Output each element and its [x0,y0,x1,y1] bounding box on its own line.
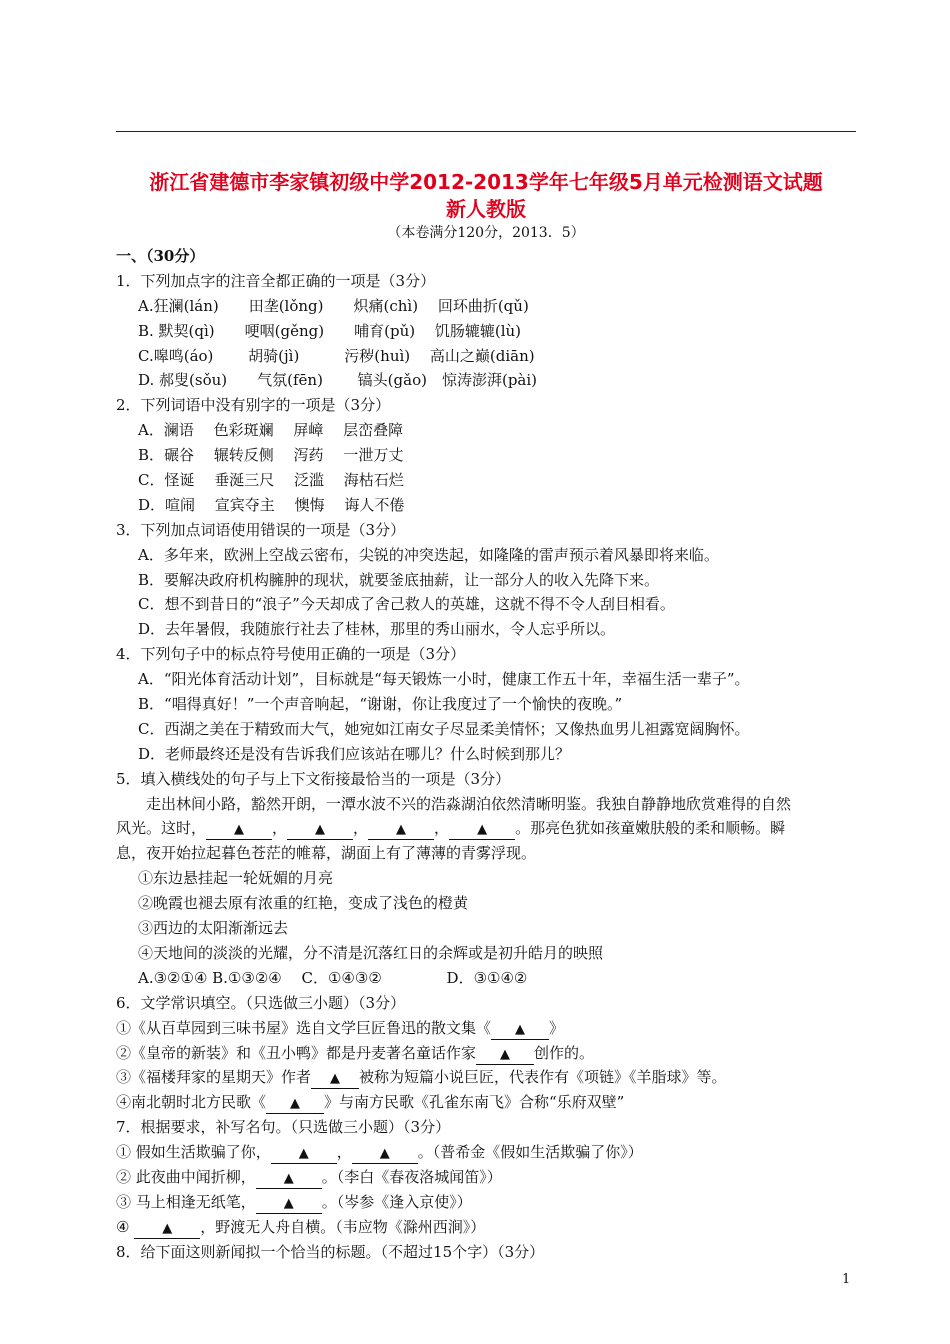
q6-item-4: ④南北朝时北方民歌《 ▲ 》与南方民歌《孔雀东南飞》合称“乐府双壁” [116,1090,856,1115]
q5-passage-line3: 息，夜开始拉起暮色苍茫的帷幕，湖面上有了薄薄的青雾浮现。 [116,844,537,863]
blank-triangle-icon: ▲ [298,1146,309,1162]
document-title-line2: 新人教版 [446,197,526,221]
question-6-stem: 6．文学常识填空。（只选做三小题）（3分） [116,993,406,1012]
blank-triangle-icon: ▲ [396,822,407,838]
q4-option-b: B．“唱得真好！”一个声音响起，“谢谢，你让我度过了一个愉快的夜晚。” [138,695,623,714]
q6-answer-blank-4[interactable] [266,1093,324,1114]
blank-triangle-icon: ▲ [234,822,245,838]
q1-option-c: C.嗥鸣(áo) 胡骑(jì) 污秽(huì) 高山之巅(diān) [138,346,535,365]
q6-answer-blank-3[interactable] [311,1068,359,1089]
question-8-stem: 8．给下面这则新闻拟一个恰当的标题。（不超过15个字）（3分） [116,1242,545,1261]
q4-option-c: C．西湖之美在于精致而大气，她宛如江南女子尽显柔美情怀；又像热血男儿袒露宽阔胸怀。 [138,719,750,738]
section-heading: 一、（30分） [116,247,205,265]
q7-answer-blank-4[interactable] [256,1193,322,1214]
blank-triangle-icon: ▲ [515,1021,526,1037]
blank-triangle-icon: ▲ [379,1146,390,1162]
q5-answer-blank-4[interactable] [449,819,515,840]
exam-content [116,244,856,1265]
question-5-stem: 5．填入横线处的句子与上下文衔接最恰当的一项是（3分） [116,769,511,788]
q5-item-2: ②晚霞也褪去原有浓重的红艳，变成了浅色的橙黄 [138,894,469,913]
q7-item-2: ② 此夜曲中闻折柳， ▲ 。（李白《春夜洛城闻笛》） [116,1165,856,1190]
question-3-stem: 3．下列加点词语使用错误的一项是（3分） [116,520,406,539]
q5-item-4: ④天地间的淡淡的光耀，分不清是沉落红日的余辉或是初升皓月的映照 [138,943,604,962]
q6-answer-blank-2[interactable] [476,1044,534,1065]
q2-option-c: C．怪诞 垂涎三尺 泛滥 海枯石烂 [138,471,404,490]
q7-item-1: ① 假如生活欺骗了你， ▲ ， ▲ 。（普希金《假如生活欺骗了你》） [116,1140,856,1165]
q5-passage-text-b: 。那亮色犹如孩童嫩肤般的柔和顺畅。瞬 [515,819,786,838]
q5-answer-blank-1[interactable] [206,819,272,840]
q7-answer-blank-2[interactable] [352,1143,418,1164]
q3-option-b: B．要解决政府机构臃肿的现状，就要釜底抽薪，让一部分人的收入先降下来。 [138,570,660,589]
blank-triangle-icon: ▲ [315,822,326,838]
question-4-stem: 4．下列句子中的标点符号使用正确的一项是（3分） [116,645,466,664]
question-7-stem: 7．根据要求，补写名句。（只选做三小题）（3分） [116,1118,451,1137]
blank-triangle-icon: ▲ [283,1170,294,1186]
q1-option-a: A.狂澜(lán) 田垄(lǒng) 炽痛(chì) 回环曲折(qǔ) [138,296,529,315]
blank-triangle-icon: ▲ [500,1046,511,1062]
header-rule [116,131,856,132]
q5-passage-line1: 走出林间小路，豁然开朗，一潭水波不兴的浩淼湖泊依然清晰明鉴。我独自静静地欣赏难得的自然 [146,794,792,813]
q5-answer-blank-2[interactable] [287,819,353,840]
question-1-stem: 1．下列加点字的注音全都正确的一项是（3分） [116,271,436,290]
q5-item-1: ①东边悬挂起一轮妩媚的月亮 [138,869,334,888]
q6-item-1: ①《从百草园到三味书屋》选自文学巨匠鲁迅的散文集《 ▲ 》 [116,1016,856,1041]
q3-option-c: C．想不到昔日的“浪子”今天却成了舍己救人的英雄，这就不得不令人刮目相看。 [138,595,675,614]
document-subtitle: （本卷满分120分，2013．5） [387,225,585,241]
question-2-stem: 2．下列词语中没有别字的一项是（3分） [116,396,391,415]
q3-option-a: A．多年来，欧洲上空战云密布，尖锐的冲突迭起，如隆隆的雷声预示着风暴即将来临。 [138,545,719,564]
q5-passage-line2: 风光。这时， ▲ ， ▲ ， ▲ ， ▲ 。那亮色犹如孩童嫩肤般的柔和顺畅。瞬 [116,816,856,841]
q5-choices: A.③②①④ B.①③②④ C．①④③② D．③①④② [138,968,528,987]
blank-triangle-icon: ▲ [290,1096,301,1112]
blank-triangle-icon: ▲ [283,1195,294,1211]
q2-option-a: A．澜语 色彩斑斓 屏嶂 层峦叠障 [138,421,404,440]
q6-answer-blank-1[interactable] [491,1019,549,1040]
q6-item-3: ③《福楼拜家的星期天》作者 ▲ 被称为短篇小说巨匠，代表作有《项链》《羊脂球》等。 [116,1065,856,1090]
q7-answer-blank-5[interactable] [134,1218,200,1239]
q5-passage-text-a: 风光。这时， [116,819,207,838]
q7-answer-blank-1[interactable] [271,1143,337,1164]
q7-answer-blank-3[interactable] [256,1168,322,1189]
document-title-line1: 浙江省建德市李家镇初级中学2012-2013学年七年级5月单元检测语文试题 [149,170,823,194]
q7-item-3: ③ 马上相逢无纸笔， ▲ 。（岑参《逢入京使》） [116,1190,856,1215]
q1-option-b: B. 默契(qì) 哽咽(gěng) 哺育(pǔ) 饥肠辘辘(lù) [138,321,522,340]
blank-triangle-icon: ▲ [330,1071,341,1087]
q1-option-d: D. 郝叟(sǒu) 气氛(fēn) 镐头(gǎo) 惊涛澎湃(pài) [138,371,538,390]
blank-triangle-icon: ▲ [477,822,488,838]
q4-option-d: D．老师最终还是没有告诉我们应该站在哪儿？什么时候到那儿？ [138,744,571,763]
q2-option-b: B．碾谷 辗转反侧 泻药 一泄万丈 [138,446,404,465]
q5-answer-blank-3[interactable] [368,819,434,840]
q5-item-3: ③西边的太阳渐渐远去 [138,919,289,938]
blank-triangle-icon: ▲ [162,1220,173,1236]
q3-option-d: D．去年暑假，我随旅行社去了桂林，那里的秀山丽水，令人忘乎所以。 [138,620,616,639]
page-number: 1 [842,1272,851,1287]
q2-option-d: D．喧闹 宣宾夺主 懊悔 诲人不倦 [138,495,405,514]
q4-option-a: A．“阳光体育活动计划”，目标就是“每天锻炼一小时，健康工作五十年，幸福生活一辈子”。 [138,670,750,689]
q7-item-4: ④ ▲ ，野渡无人舟自横。（韦应物《滁州西涧》） [116,1215,856,1240]
q6-item-2: ②《皇帝的新装》和《丑小鸭》都是丹麦著名童话作家 ▲ 创作的。 [116,1041,856,1066]
